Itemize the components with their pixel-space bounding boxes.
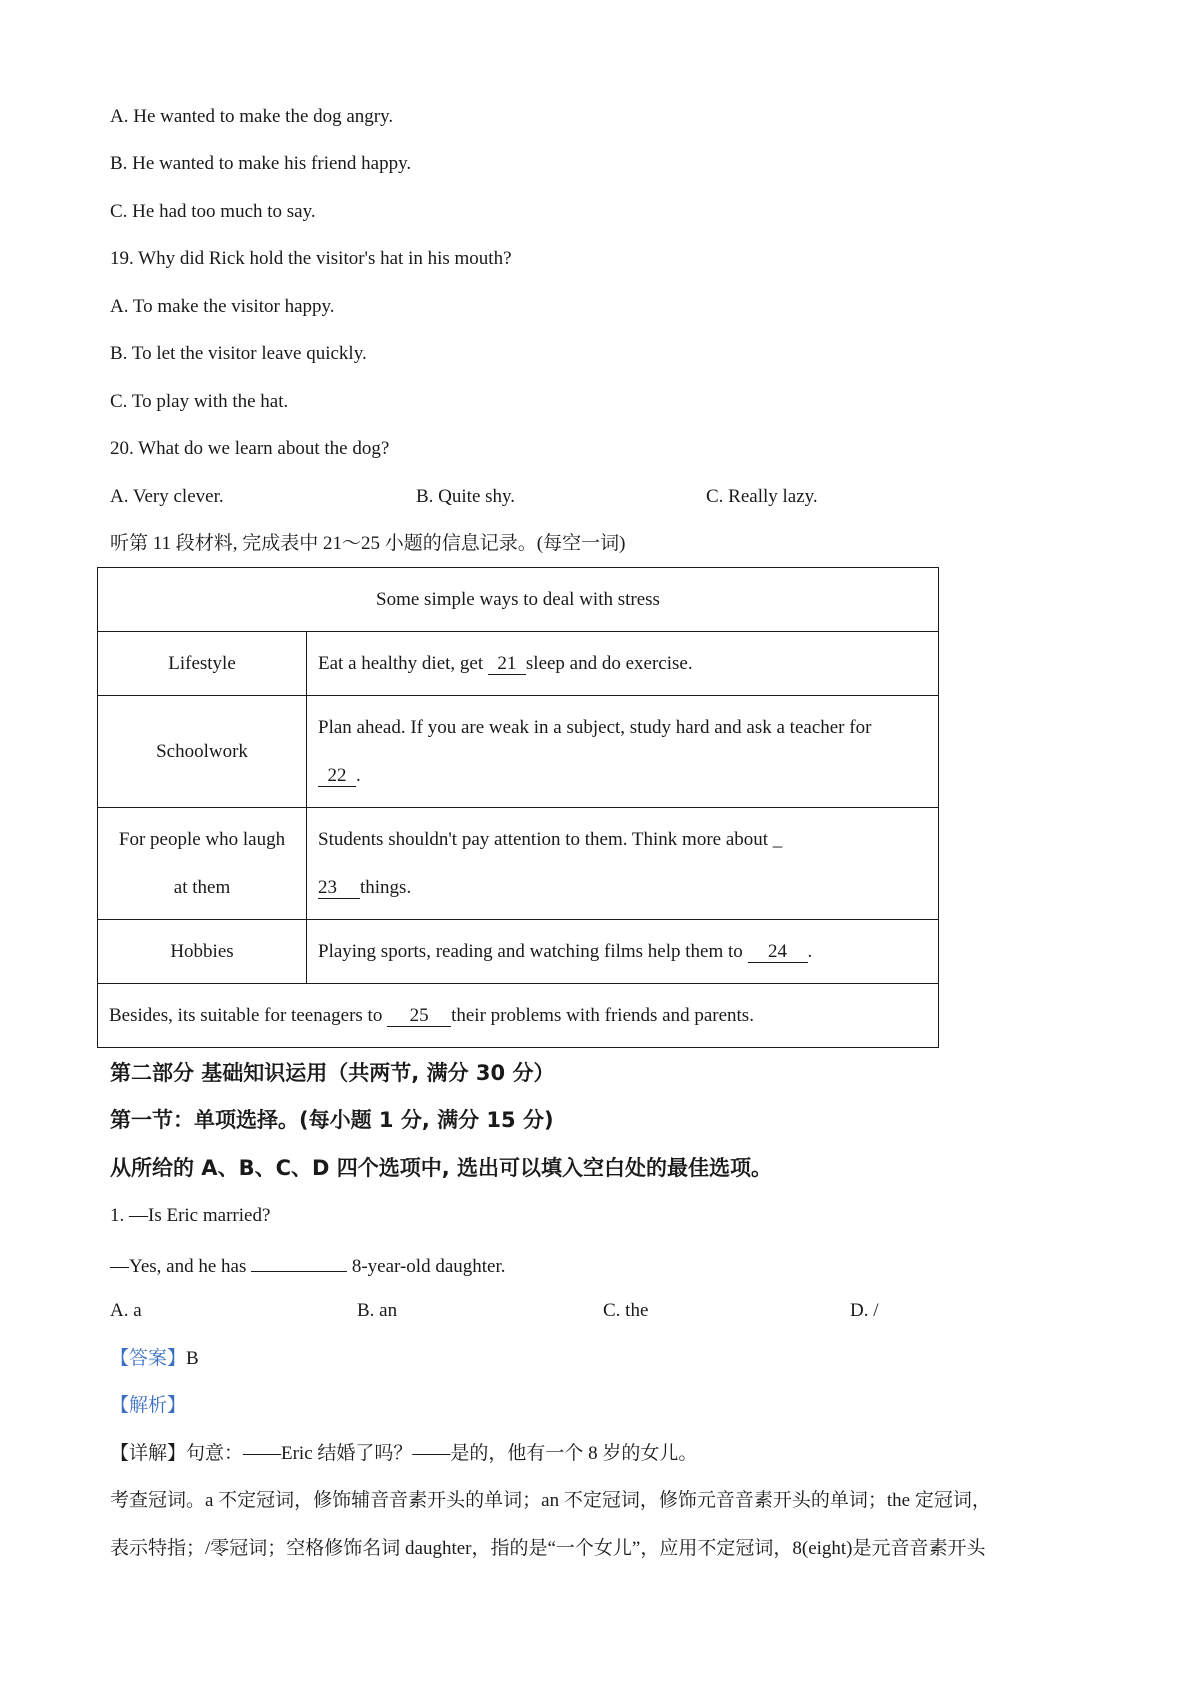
table-row bbox=[98, 632, 939, 696]
q1-detail: 【详解】句意：——Eric 结婚了吗？——是的，他有一个 8 岁的女儿。 bbox=[110, 1443, 698, 1464]
row-label-hobbies: Hobbies bbox=[98, 920, 307, 984]
table-row bbox=[98, 808, 939, 920]
q20-option-a: A. Very clever. bbox=[110, 486, 224, 507]
q20-option-b: B. Quite shy. bbox=[416, 486, 516, 507]
section1-instruction: 从所给的 A、B、C、D 四个选项中, 选出可以填入空白处的最佳选项。 bbox=[110, 1156, 773, 1180]
row-content-laugh: Students shouldn't pay attention to them. Think more about _ 23 things. bbox=[307, 808, 939, 920]
table-footer: Besides, its suitable for teenagers to 25 their problems with friends and parents. bbox=[98, 984, 939, 1048]
blank-23: 23 bbox=[318, 878, 360, 899]
q20-options bbox=[110, 484, 1010, 510]
stress-table bbox=[97, 567, 939, 1048]
q1-explain-line1: 考查冠词。a 不定冠词，修饰辅音音素开头的单词；an 不定冠词，修饰元音音素开头的单词；the 定冠词， bbox=[110, 1490, 991, 1511]
table-row bbox=[98, 920, 939, 984]
q20-question: 20. What do we learn about the dog? bbox=[110, 438, 390, 459]
prev-option-b: B. He wanted to make his friend happy. bbox=[110, 153, 412, 174]
listening-instruction: 听第 11 段材料, 完成表中 21～25 小题的信息记录。(每空一词) bbox=[110, 533, 626, 554]
row-label-schoolwork: Schoolwork bbox=[98, 696, 307, 808]
q1-line1: 1. —Is Eric married? bbox=[110, 1205, 271, 1226]
q1-options bbox=[110, 1298, 1010, 1324]
q1-line2: —Yes, and he has 8-year-old daughter. bbox=[110, 1251, 506, 1280]
q1-answer: 【答案】B bbox=[110, 1348, 199, 1369]
q1-option-b: B. an bbox=[357, 1300, 398, 1321]
row-label-lifestyle: Lifestyle bbox=[98, 632, 307, 696]
row-label-laugh: For people who laugh at them bbox=[98, 808, 307, 920]
table-footer-row bbox=[98, 984, 939, 1048]
row-content-hobbies: Playing sports, reading and watching films help them to 24 . bbox=[307, 920, 939, 984]
q1-option-c: C. the bbox=[603, 1300, 649, 1321]
table-title: Some simple ways to deal with stress bbox=[98, 568, 939, 632]
row-content-lifestyle: Eat a healthy diet, get 21 sleep and do exercise. bbox=[307, 632, 939, 696]
blank-25: 25 bbox=[387, 1006, 451, 1027]
q1-blank bbox=[251, 1251, 347, 1272]
prev-option-c: C. He had too much to say. bbox=[110, 201, 316, 222]
q20-option-c: C. Really lazy. bbox=[706, 486, 818, 507]
section1-heading: 第一节：单项选择。(每小题 1 分, 满分 15 分) bbox=[110, 1108, 554, 1132]
analysis-tag: 【解析】 bbox=[110, 1395, 187, 1416]
prev-option-a: A. He wanted to make the dog angry. bbox=[110, 106, 394, 127]
q19-option-b: B. To let the visitor leave quickly. bbox=[110, 343, 367, 364]
q19-question: 19. Why did Rick hold the visitor's hat in his mouth? bbox=[110, 248, 512, 269]
q1-option-a: A. a bbox=[110, 1300, 142, 1321]
blank-22: 22 bbox=[318, 766, 356, 787]
answer-tag: 【答案】 bbox=[110, 1348, 187, 1369]
part2-heading: 第二部分 基础知识运用（共两节, 满分 30 分） bbox=[110, 1061, 555, 1085]
table-row bbox=[98, 696, 939, 808]
q19-option-c: C. To play with the hat. bbox=[110, 391, 289, 412]
q19-option-a: A. To make the visitor happy. bbox=[110, 296, 335, 317]
q1-option-d: D. / bbox=[850, 1300, 879, 1321]
q1-explain-line2: 表示特指；/零冠词；空格修饰名词 daughter，指的是“一个女儿”，应用不定冠词，8(eight)是元音音素开头 bbox=[110, 1538, 986, 1559]
row-content-schoolwork: Plan ahead. If you are weak in a subject, study hard and ask a teacher for 22 . bbox=[307, 696, 939, 808]
blank-21: 21 bbox=[488, 654, 526, 675]
blank-24: 24 bbox=[748, 942, 808, 963]
